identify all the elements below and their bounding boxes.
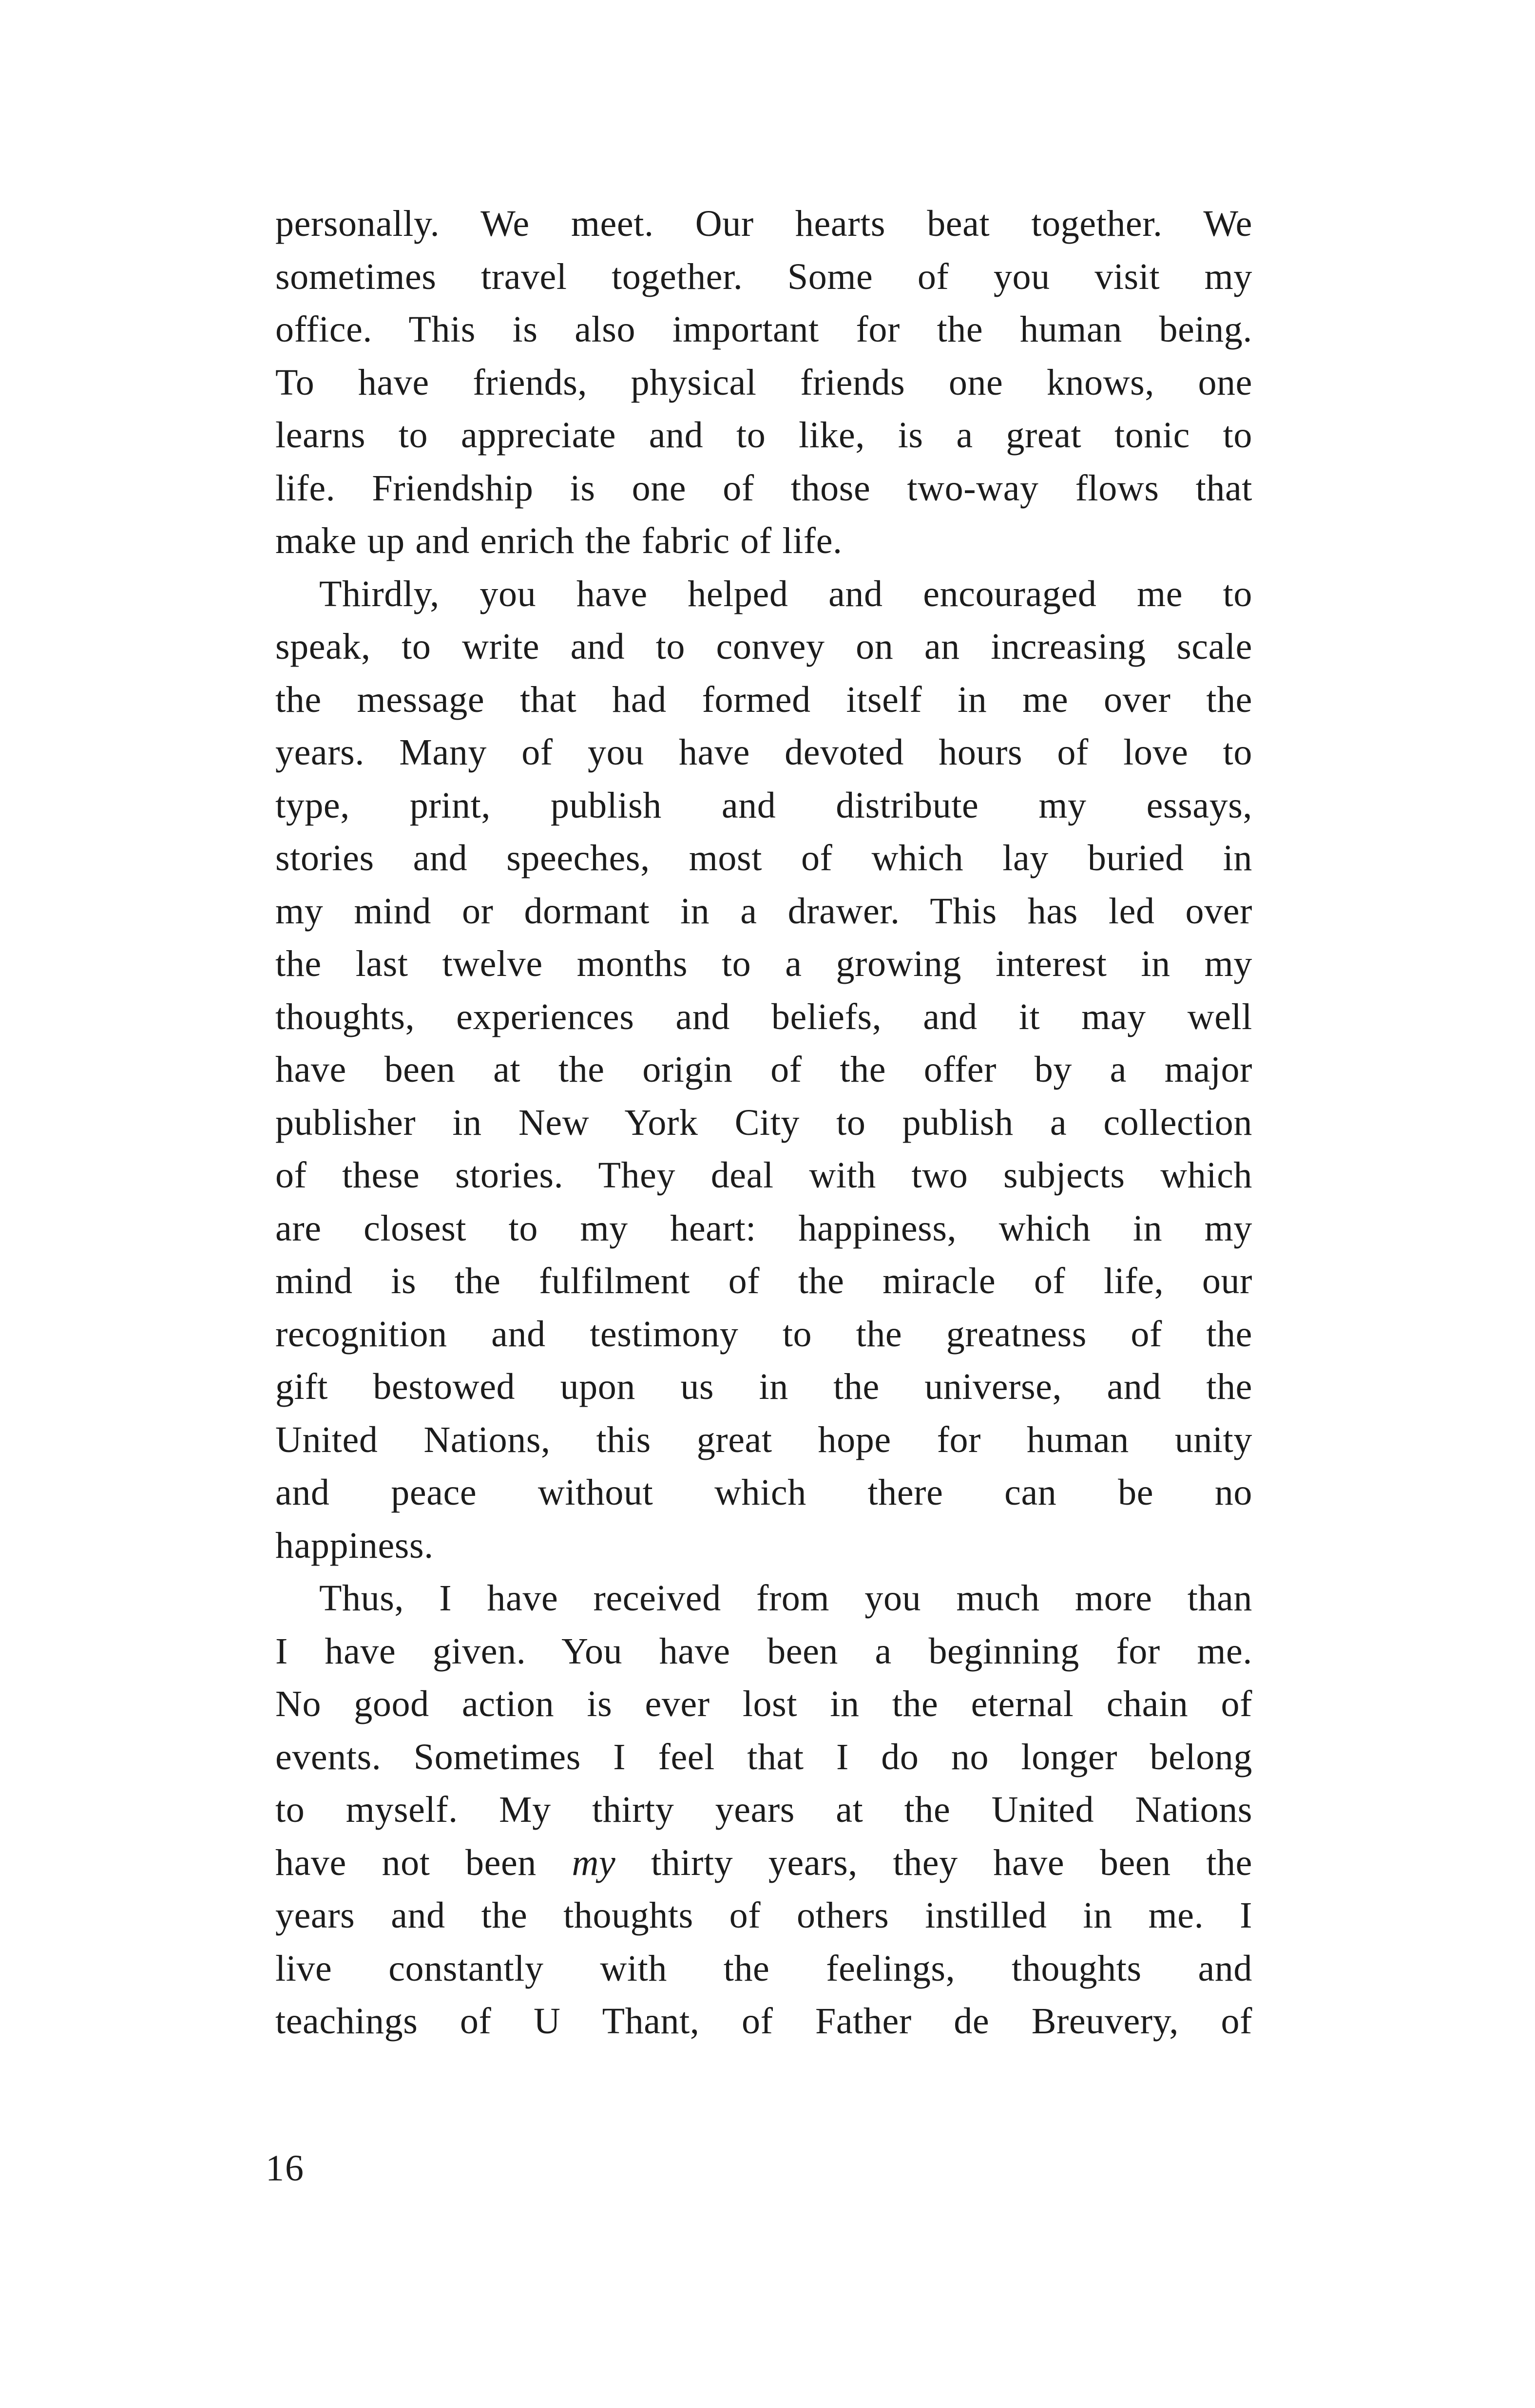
text-line: publisher in New York City to publish a collection [275,1102,1252,1143]
text-line: of these stories. They deal with two subjects which [275,1155,1252,1196]
text-line: my mind or dormant in a drawer. This has led over [275,890,1252,932]
text-line: stories and speeches, most of which lay buried in [275,838,1252,879]
text-line: live constantly with the feelings, thoughts and [275,1948,1252,1989]
text-line: are closest to my heart: happiness, which in my [275,1207,1252,1249]
text-line: office. This is also important for the human being. [275,309,1252,350]
body-text [275,197,1252,2048]
text-line: to myself. My thirty years at the United Nations [275,1789,1252,1830]
text-line: years and the thoughts of others instilled in me. I [275,1895,1252,1936]
paragraph [275,568,1252,1572]
paragraph [275,1572,1252,2048]
text-line: make up and enrich the fabric of life. [275,520,843,561]
text-line: mind is the fulfilment of the miracle of life, our [275,1261,1252,1301]
text-line: To have friends, physical friends one knows, one [275,362,1252,403]
text-line: gift bestowed upon us in the universe, and the [275,1366,1252,1407]
text-line: thoughts, experiences and beliefs, and it may well [275,996,1252,1037]
text-line: learns to appreciate and to like, is a great tonic to [275,415,1252,456]
text-line: years. Many of you have devoted hours of love to [275,732,1252,773]
text-line: the last twelve months to a growing interest in my [275,943,1252,984]
text-line: recognition and testimony to the greatness of the [275,1313,1252,1355]
text-line: have not been my thirty years, they have been the [275,1842,1252,1883]
text-line: United Nations, this great hope for human unity [275,1419,1252,1460]
text-line: teachings of U Thant, of Father de Breuvery, of [275,2001,1252,2042]
text-line: type, print, publish and distribute my essays, [275,784,1252,826]
paragraph [275,197,1252,568]
emphasis: my [572,1842,616,1883]
text-line: events. Sometimes I feel that I do no longer belong [275,1736,1252,1777]
text-line: speak, to write and to convey on an increasing scale [275,626,1252,667]
text-line: happiness. [275,1525,434,1566]
text-line: life. Friendship is one of those two-way flows that [275,467,1252,509]
text-line: I have given. You have been a beginning for me. [275,1630,1252,1672]
text-line: and peace without which there can be no [275,1472,1252,1513]
text-line: personally. We meet. Our hearts beat together. We [275,203,1252,244]
text-line: No good action is ever lost in the eternal chain of [275,1683,1252,1724]
text-line: have been at the origin of the offer by a major [275,1049,1252,1090]
text-line: the message that had formed itself in me over the [275,679,1252,720]
text-line: sometimes travel together. Some of you visit my [275,256,1252,297]
page-number: 16 [266,2148,305,2189]
text-line: Thirdly, you have helped and encouraged me to [319,573,1252,614]
text-line: Thus, I have received from you much more than [319,1578,1252,1619]
